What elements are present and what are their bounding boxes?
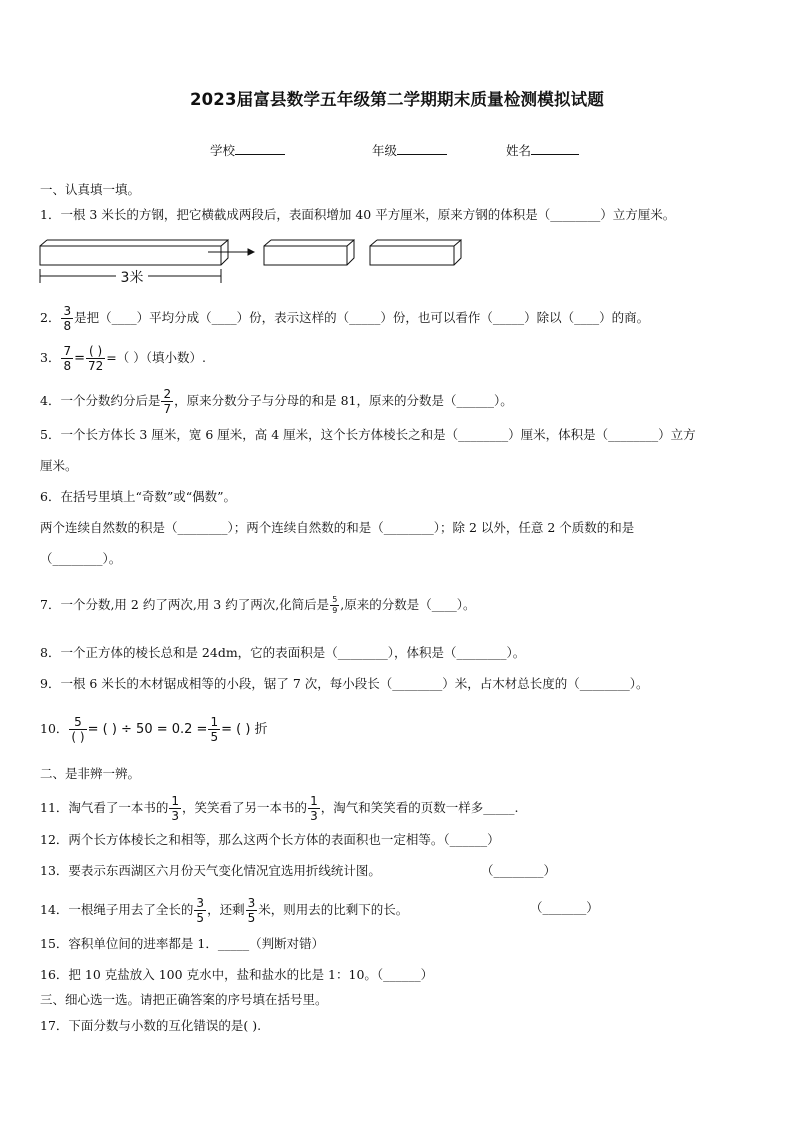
q10-numerator-1: 5 bbox=[69, 716, 86, 730]
q7-text-pre: 7．一个分数,用 2 约了两次,用 3 约了两次,化简后是 bbox=[40, 597, 330, 612]
q10-numerator-2: 1 bbox=[210, 715, 219, 729]
grade-label: 年级 bbox=[372, 143, 398, 158]
q11-text-mid: ，笑笑看了另一本书的 bbox=[182, 800, 308, 815]
long-bar-top-left-edge bbox=[40, 240, 47, 246]
school-blank[interactable] bbox=[235, 142, 285, 155]
q10-number: 10． bbox=[40, 721, 69, 736]
piece-2-body bbox=[370, 240, 461, 265]
q7-denominator: 9 bbox=[332, 606, 338, 615]
q10-denominator-1[interactable]: ( ) bbox=[71, 730, 85, 744]
q11-numerator-2: 1 bbox=[310, 794, 318, 808]
q10-tail: = ( ) 折 bbox=[221, 722, 268, 737]
q10-fraction-1 bbox=[69, 716, 86, 743]
long-bar-body bbox=[40, 240, 228, 265]
q14-text-post: 米，则用去的比剩下的长。 bbox=[258, 902, 409, 917]
q7-fraction bbox=[330, 596, 339, 615]
question-16: 16．把 10 克盐放入 100 克水中，盐和盐水的比是 1：10。（______） bbox=[40, 967, 434, 982]
page-title: 2023届富县数学五年级第二学期期末质量检测模拟试题 bbox=[189, 90, 605, 109]
question-1: 1．一根 3 米长的方钢，把它横截成两段后，表面积增加 40 平方厘米，原来方钢的体积是（________）立方厘米。 bbox=[40, 207, 676, 222]
piece-2-top-left-edge bbox=[370, 240, 377, 246]
q3-number: 3． bbox=[40, 350, 61, 365]
q10-fraction-2 bbox=[208, 716, 220, 743]
q2-numerator: 3 bbox=[63, 304, 72, 318]
q2-text: 是把（____）平均分成（____）份，表示这样的（_____）份，也可以看作（_____）除以（____）的商。 bbox=[74, 310, 650, 325]
section-2-heading: 二、是非辨一辨。 bbox=[40, 766, 141, 781]
q11-numerator-1: 1 bbox=[171, 794, 180, 808]
q10-denominator-2: 5 bbox=[210, 730, 219, 744]
school-label: 学校 bbox=[210, 143, 236, 158]
question-14 bbox=[40, 897, 408, 924]
q11-text-post: ，淘气和笑笑看的页数一样多_____. bbox=[320, 800, 519, 815]
q14-denominator-1: 5 bbox=[196, 911, 205, 925]
q14-numerator-2: 3 bbox=[247, 896, 256, 910]
length-label: 3米 bbox=[120, 270, 144, 286]
question-17: 17．下面分数与小数的互化错误的是( ). bbox=[40, 1018, 262, 1033]
question-13: 13．要表示东西湖区六月份天气变化情况宜选用折线统计图。 bbox=[40, 863, 381, 878]
question-4 bbox=[40, 388, 513, 415]
question-5-line-2: 厘米。 bbox=[40, 458, 78, 473]
grade-blank[interactable] bbox=[397, 142, 447, 155]
q4-text-post: ，原来分数分子与分母的和是 81，原来的分数是（______）。 bbox=[174, 393, 513, 408]
question-13-blank[interactable]: （________） bbox=[481, 863, 557, 878]
question-5-line-1: 5．一个长方体长 3 厘米，宽 6 厘米，高 4 厘米，这个长方体棱长之和是（________）厘米，体积是（________）立方 bbox=[40, 427, 696, 442]
question-8: 8．一个正方体的棱长总和是 24dm，它的表面积是（________），体积是（________）。 bbox=[40, 645, 526, 660]
question-6-line-2: 两个连续自然数的积是（________）；两个连续自然数的和是（________）；除 2 以外，任意 2 个质数的和是 bbox=[40, 520, 635, 535]
q3-denominator-2: 72 bbox=[88, 359, 104, 373]
piece-1-top-left-edge bbox=[264, 240, 271, 246]
q14-fraction-2 bbox=[246, 897, 258, 924]
piece-1-body bbox=[264, 240, 354, 265]
school-field[interactable] bbox=[210, 141, 285, 159]
section-1-heading: 一、认真填一填。 bbox=[40, 182, 141, 197]
q14-numerator-1: 3 bbox=[196, 896, 205, 910]
q10-middle: = ( ) ÷ 50 = 0.2 = bbox=[87, 722, 208, 737]
q11-text-pre: 11．淘气看了一本书的 bbox=[40, 800, 169, 815]
q11-denominator-2: 3 bbox=[310, 809, 318, 823]
q7-text-post: ,原来的分数是（____）。 bbox=[340, 597, 476, 612]
q3-equals: = bbox=[74, 351, 85, 366]
question-6-line-3: （________）。 bbox=[40, 551, 122, 566]
question-14-blank[interactable]: （_______） bbox=[530, 900, 599, 915]
question-11 bbox=[40, 795, 518, 822]
name-blank[interactable] bbox=[531, 142, 579, 155]
q14-text-mid: ，还剩 bbox=[207, 902, 245, 917]
q11-fraction-1 bbox=[169, 795, 181, 822]
question-12: 12．两个长方体棱长之和相等，那么这两个长方体的表面积也一定相等。（______） bbox=[40, 832, 500, 847]
cut-arrow-head bbox=[248, 249, 254, 255]
question-3 bbox=[40, 345, 206, 372]
question-10 bbox=[40, 716, 268, 743]
q3-fraction-1 bbox=[61, 345, 73, 372]
grade-field[interactable] bbox=[372, 141, 447, 159]
q2-fraction bbox=[61, 305, 73, 332]
q7-numerator: 5 bbox=[332, 595, 338, 604]
q2-number: 2． bbox=[40, 310, 61, 325]
q3-numerator-2[interactable]: ( ) bbox=[86, 345, 105, 359]
q11-fraction-2 bbox=[308, 795, 320, 822]
q14-text-pre: 14．一根绳子用去了全长的 bbox=[40, 902, 194, 917]
q3-numerator-1: 7 bbox=[63, 344, 72, 358]
q4-denominator: 7 bbox=[163, 402, 172, 416]
q3-denominator-1: 8 bbox=[63, 359, 72, 373]
q2-denominator: 8 bbox=[63, 319, 72, 333]
question-7 bbox=[40, 596, 476, 615]
name-field[interactable] bbox=[506, 141, 579, 159]
section-3-heading: 三、细心选一选。请把正确答案的序号填在括号里。 bbox=[40, 992, 328, 1007]
q14-denominator-2: 5 bbox=[247, 911, 256, 925]
name-label: 姓名 bbox=[506, 143, 532, 158]
q4-numerator: 2 bbox=[163, 387, 172, 401]
question-6-line-1: 6．在括号里填上“奇数”或“偶数”。 bbox=[40, 489, 237, 504]
q4-text-pre: 4．一个分数约分后是 bbox=[40, 393, 161, 408]
q11-denominator-1: 3 bbox=[171, 809, 180, 823]
q4-fraction bbox=[161, 388, 173, 415]
q14-fraction-1 bbox=[194, 897, 206, 924]
steel-bar-figure bbox=[38, 238, 468, 292]
q3-text: =（ ）（填小数）. bbox=[106, 350, 206, 365]
question-15: 15．容积单位间的进率都是 1．_____（判断对错） bbox=[40, 936, 325, 951]
q3-fraction-2 bbox=[86, 345, 105, 372]
question-2 bbox=[40, 305, 649, 332]
question-9: 9．一根 6 米长的木材锯成相等的小段，锯了 7 次，每小段长（________）米，占木材总长度的（________）。 bbox=[40, 676, 649, 691]
